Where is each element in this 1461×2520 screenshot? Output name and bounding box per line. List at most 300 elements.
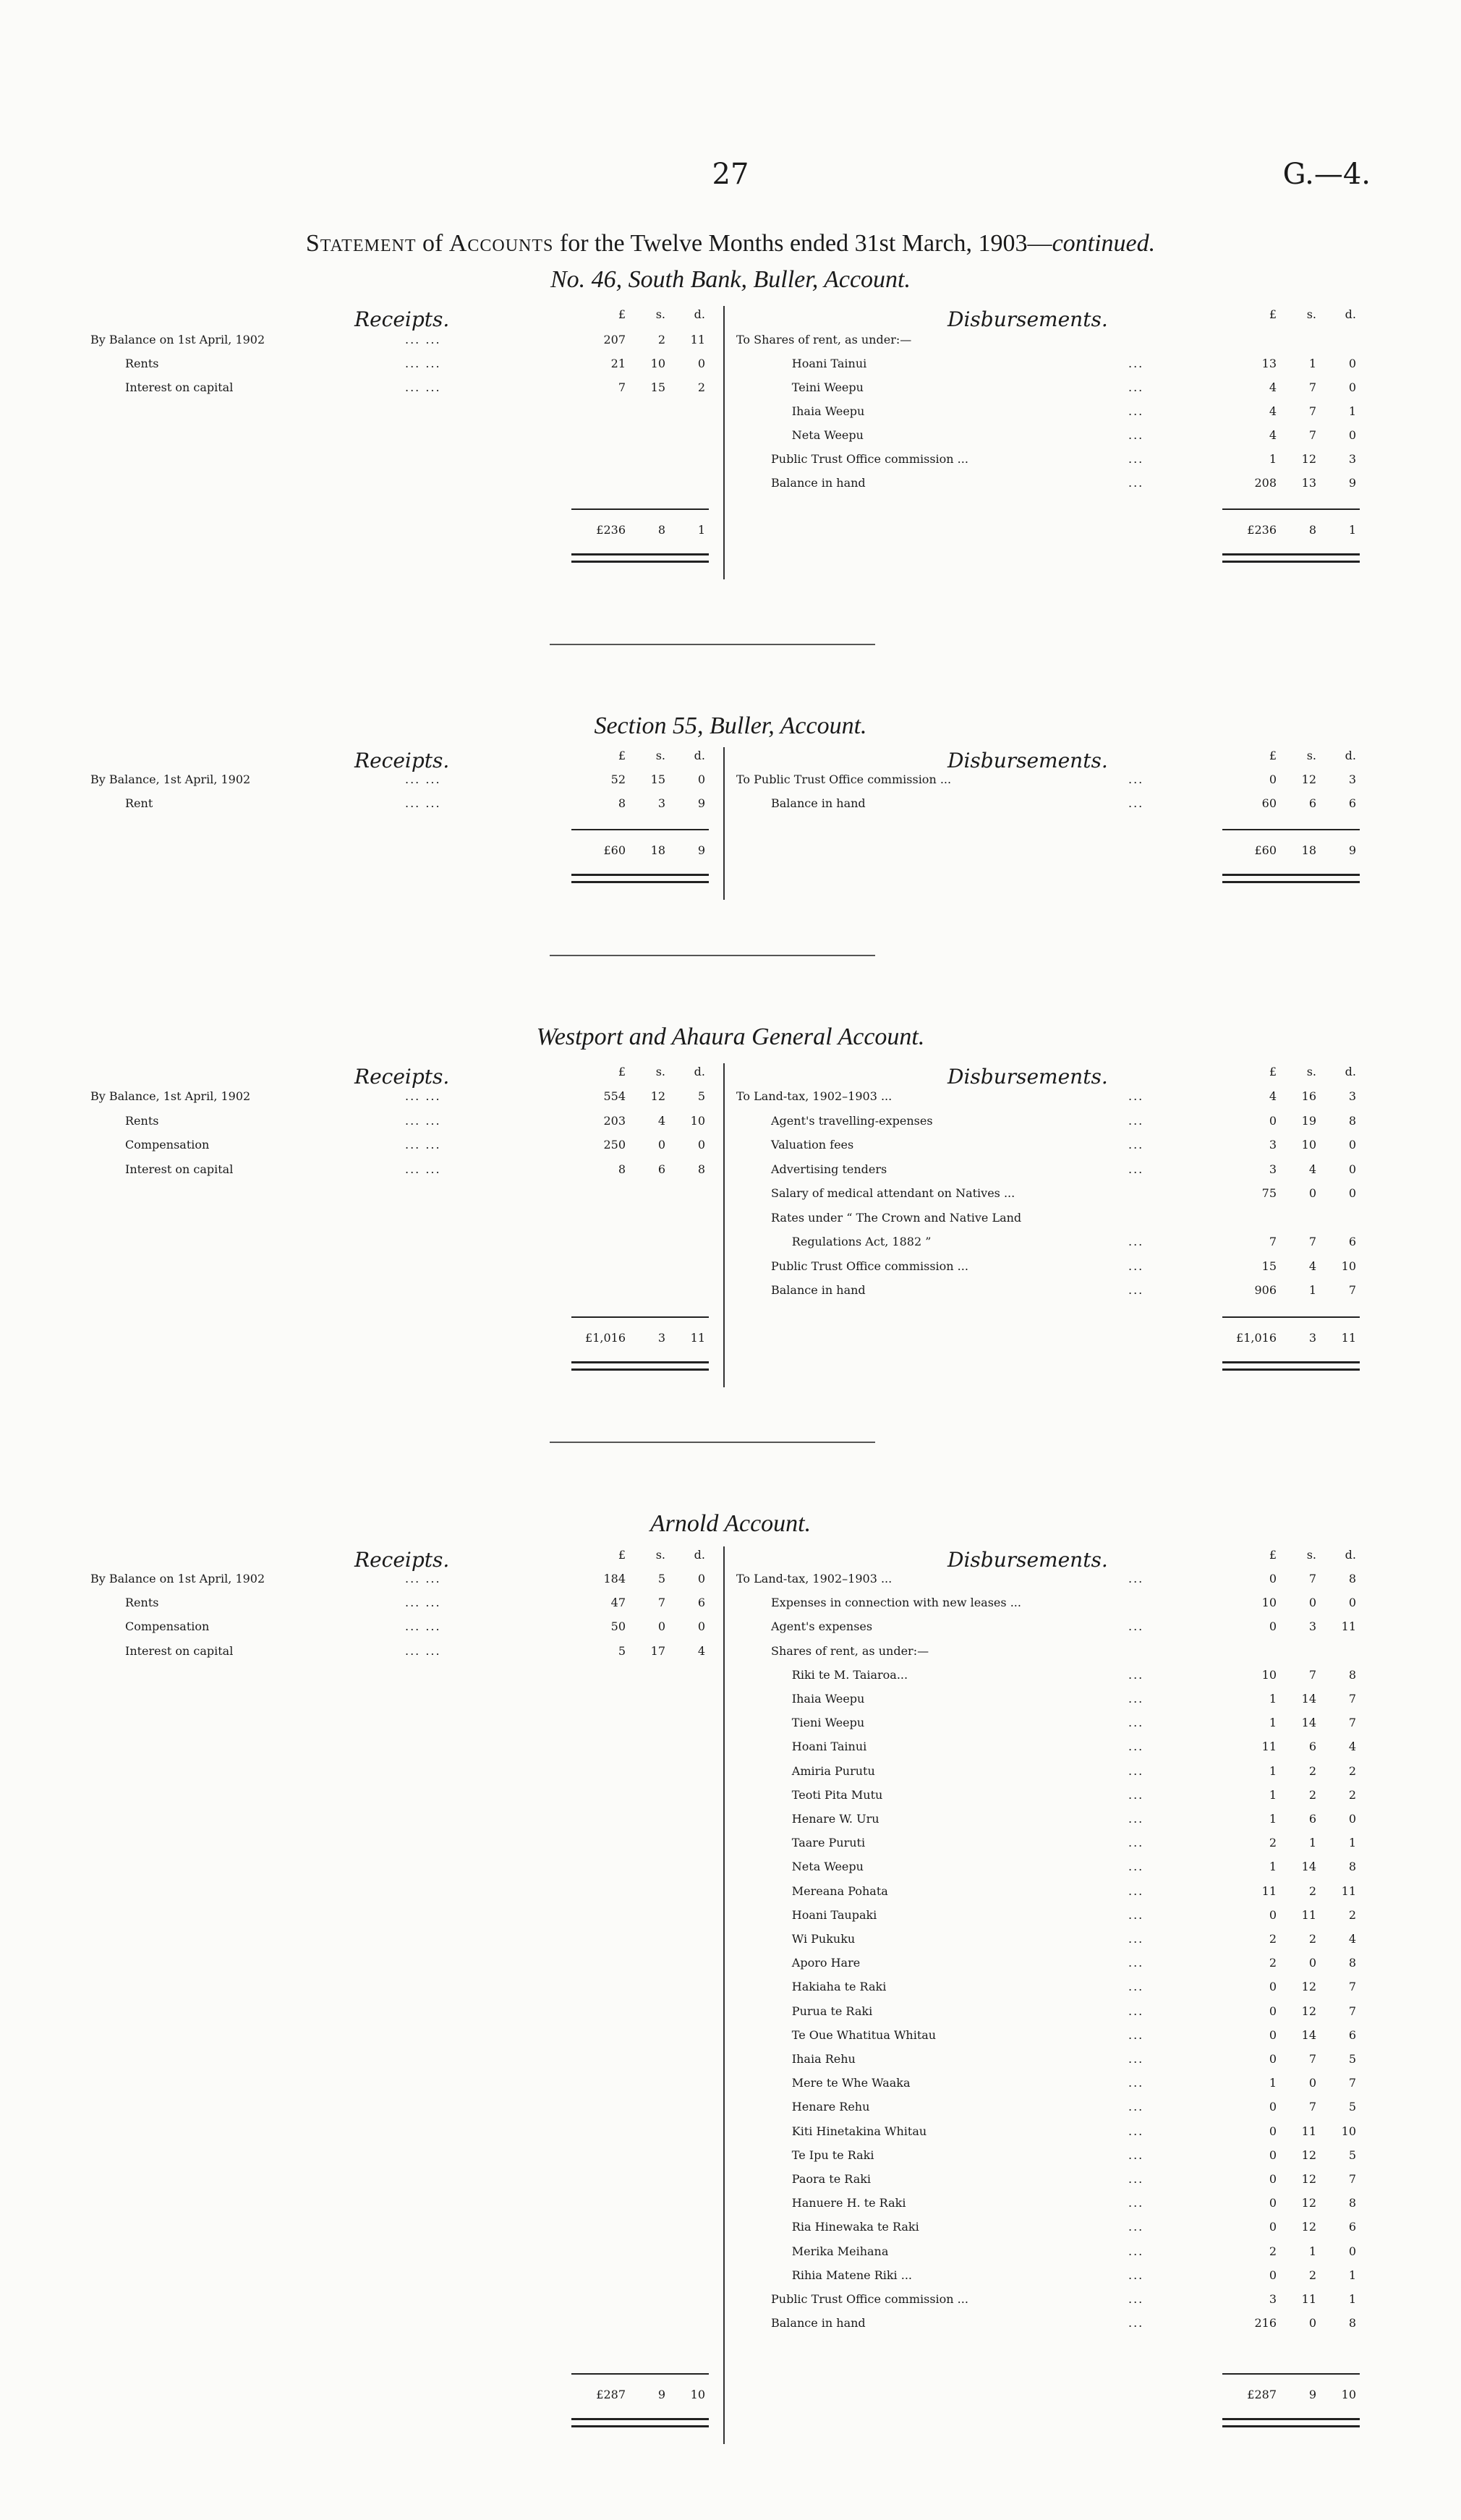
disbursement-amount [1208, 1596, 1360, 1609]
leader-dots: ... [1128, 1740, 1144, 1754]
disbursement-label: Ria Hinewaka te Raki [791, 2220, 919, 2234]
pence-value: 0 [1348, 1162, 1356, 1176]
disbursement-amount [1208, 1980, 1360, 1993]
receipt-amount [557, 1596, 709, 1609]
shillings-value: 7 [657, 1596, 665, 1610]
pounds-value: £ [1269, 1548, 1277, 1562]
disbursement-label: Ihaia Weepu [791, 404, 865, 418]
pounds-value: £236 [1247, 523, 1277, 537]
account-title: Arnold Account. [649, 1510, 812, 1537]
leader-dots: ... [1128, 1883, 1144, 1898]
disbursement-amount [1208, 404, 1360, 418]
shillings-value: s. [1306, 749, 1316, 762]
pounds-value: £287 [596, 2387, 626, 2401]
title-continued: continued. [1052, 230, 1156, 257]
leader-dots: ... ... [405, 1596, 441, 1610]
leader-dots: ... [1128, 1283, 1144, 1297]
disbursement-label: Balance in hand [771, 476, 866, 490]
leader-dots: ... [1128, 1089, 1144, 1103]
pence-value: 3 [1348, 1089, 1356, 1103]
pence-value: 8 [1348, 2316, 1356, 2330]
of-word: of [422, 230, 443, 257]
pounds-value: £236 [596, 523, 626, 537]
disbursement-amount [1208, 796, 1360, 810]
statement-title [0, 230, 1461, 257]
leader-dots: ... [1128, 2076, 1144, 2090]
pence-value: 11 [690, 1330, 705, 1345]
pence-value: 11 [1341, 1330, 1356, 1345]
pounds-value: 0 [1269, 2220, 1277, 2234]
receipt-label: Rent [125, 796, 153, 810]
pence-value: 11 [690, 333, 705, 346]
disbursement-label: Shares of rent, as under:— [771, 1643, 929, 1658]
shillings-value: 14 [1301, 1860, 1316, 1874]
pounds-value: 0 [1269, 1980, 1277, 1994]
shillings-value: 9 [1308, 2387, 1316, 2401]
shillings-value: s. [655, 1065, 665, 1078]
pence-value: 10 [690, 1113, 705, 1128]
receipts-heading: Receipts. [354, 1065, 450, 1089]
pence-value: 0 [697, 1138, 705, 1152]
pence-value: 0 [1348, 1596, 1356, 1610]
disbursement-label: Merika Meihana [791, 2244, 889, 2258]
leader-dots: ... ... [405, 1572, 441, 1585]
leader-dots: ... [1128, 476, 1144, 490]
pence-value: 0 [697, 1619, 705, 1634]
shillings-value: 2 [1308, 1932, 1316, 1946]
pence-value: d. [694, 1065, 705, 1078]
pence-value: 0 [1348, 428, 1356, 442]
disbursements-total-double-rule [1222, 553, 1360, 563]
shillings-value: s. [1306, 1548, 1316, 1562]
receipt-amount [557, 1089, 709, 1103]
leader-dots: ... [1128, 2147, 1144, 2162]
pence-value: 8 [1348, 1956, 1356, 1970]
disbursement-label: Agent's expenses [771, 1619, 873, 1634]
pounds-value: 10 [1261, 1596, 1277, 1610]
receipts-total [557, 2388, 709, 2401]
pounds-value: 0 [1269, 1907, 1277, 1922]
shillings-value: 0 [657, 1138, 665, 1152]
pounds-value: 21 [610, 357, 626, 370]
shillings-value: 18 [650, 843, 665, 857]
receipts-currency-header [557, 307, 709, 321]
pounds-value: 1 [1269, 1812, 1277, 1826]
pounds-value: 0 [1269, 2196, 1277, 2210]
leader-dots: ... [1128, 1907, 1144, 1922]
receipt-label: Interest on capital [125, 380, 234, 394]
shillings-value: 6 [1308, 1740, 1316, 1754]
disbursements-heading: Disbursements. [947, 1548, 1108, 1572]
receipts-currency-header [557, 1548, 709, 1562]
pence-value: 0 [1348, 1138, 1356, 1152]
pounds-value: 47 [610, 1596, 626, 1610]
pounds-value: 7 [618, 380, 626, 394]
leader-dots: ... ... [405, 772, 441, 786]
disbursement-label: Mereana Pohata [791, 1883, 888, 1898]
shillings-value: 12 [1301, 772, 1316, 786]
leader-dots: ... ... [405, 1619, 441, 1634]
shillings-value: 2 [1308, 1883, 1316, 1898]
leader-dots: ... ... [405, 333, 441, 346]
leader-dots: ... [1128, 1113, 1144, 1128]
disbursement-amount [1208, 1812, 1360, 1826]
pence-value: d. [1345, 307, 1356, 321]
disbursement-amount [1208, 2028, 1360, 2042]
shillings-value: 7 [1308, 1667, 1316, 1682]
pounds-value: 0 [1269, 2124, 1277, 2138]
disbursement-amount [1208, 2052, 1360, 2066]
shillings-value: 7 [1308, 2052, 1316, 2066]
pounds-value: 4 [1269, 428, 1277, 442]
disbursement-amount [1208, 452, 1360, 466]
shillings-value: 0 [1308, 1186, 1316, 1200]
title-rest: for the Twelve Months ended 31st March, 1903— [559, 230, 1052, 257]
shillings-value: 13 [1301, 476, 1316, 490]
disbursement-label: Teoti Pita Mutu [791, 1787, 883, 1802]
pounds-value: 1 [1269, 452, 1277, 466]
leader-dots: ... [1128, 2244, 1144, 2258]
shillings-value: s. [655, 307, 665, 321]
disbursement-amount [1208, 1740, 1360, 1753]
shillings-value: 14 [1301, 1692, 1316, 1706]
leader-dots: ... [1128, 2004, 1144, 2018]
disbursement-label: Rates under “ The Crown and Native Land [771, 1210, 1022, 1225]
pence-value: 4 [1348, 1740, 1356, 1754]
disbursement-amount [1208, 1259, 1360, 1273]
receipt-amount [557, 1114, 709, 1128]
pence-value: 5 [1348, 2100, 1356, 2114]
receipt-amount [557, 772, 709, 786]
receipt-label: Rents [125, 357, 159, 370]
pounds-value: 5 [618, 1643, 626, 1658]
column-divider [723, 306, 725, 579]
pounds-value: 4 [1269, 380, 1277, 394]
leader-dots: ... [1128, 1763, 1144, 1778]
shillings-value: 4 [1308, 1162, 1316, 1176]
leader-dots: ... [1128, 1836, 1144, 1850]
pence-value: 8 [1348, 1113, 1356, 1128]
shillings-value: 7 [1308, 1235, 1316, 1248]
receipt-label: By Balance, 1st April, 1902 [90, 1089, 251, 1103]
pounds-value: £ [1269, 1065, 1277, 1078]
pounds-value: £287 [1247, 2387, 1277, 2401]
pounds-value: 60 [1261, 796, 1277, 810]
disbursement-label: Neta Weepu [791, 1860, 864, 1874]
receipt-amount [557, 796, 709, 810]
pence-value: 1 [1348, 1836, 1356, 1850]
pounds-value: 906 [1254, 1283, 1277, 1297]
leader-dots: ... [1128, 1162, 1144, 1176]
shillings-value: 11 [1301, 2292, 1316, 2306]
shillings-value: 1 [1308, 2244, 1316, 2258]
shillings-value: 10 [1301, 1138, 1316, 1152]
disbursement-label: Taare Puruti [791, 1836, 866, 1850]
disbursement-label: Ihaia Rehu [791, 2052, 856, 2066]
pounds-value: 3 [1269, 1138, 1277, 1152]
pence-value: 8 [1348, 1860, 1356, 1874]
leader-dots: ... [1128, 1860, 1144, 1874]
disbursement-amount [1208, 2148, 1360, 2162]
leader-dots: ... [1128, 404, 1144, 418]
pence-value: 7 [1348, 2004, 1356, 2018]
disbursement-label: Valuation fees [771, 1138, 854, 1152]
receipts-total-double-rule [571, 1361, 709, 1371]
shillings-value: 4 [1308, 1259, 1316, 1273]
shillings-value: 6 [1308, 796, 1316, 810]
shillings-value: 2 [657, 333, 665, 346]
pence-value: 6 [697, 1596, 705, 1610]
leader-dots: ... [1128, 1235, 1144, 1248]
disbursement-label: Balance in hand [771, 1283, 866, 1297]
disbursement-label: To Land-tax, 1902–1903 ... [736, 1089, 893, 1103]
disbursements-sum-rule [1222, 2373, 1360, 2375]
receipt-amount [557, 1619, 709, 1633]
pence-value: 1 [1348, 2292, 1356, 2306]
leader-dots: ... ... [405, 796, 441, 810]
disbursement-label: Public Trust Office commission ... [771, 452, 968, 466]
disbursements-total [1208, 2388, 1360, 2401]
pounds-value: 0 [1269, 2147, 1277, 2162]
statement-word: Statement [305, 230, 417, 257]
disbursement-amount [1208, 1764, 1360, 1778]
pence-value: 0 [697, 1572, 705, 1585]
shillings-value: 7 [1308, 404, 1316, 418]
disbursement-amount [1208, 1114, 1360, 1128]
leader-dots: ... [1128, 2220, 1144, 2234]
pounds-value: 0 [1269, 2100, 1277, 2114]
disbursement-amount [1208, 1788, 1360, 1802]
shillings-value: 17 [650, 1643, 665, 1658]
receipt-label: Rents [125, 1113, 159, 1128]
shillings-value: 5 [657, 1572, 665, 1585]
disbursement-amount [1208, 1619, 1360, 1633]
pounds-value: 203 [603, 1113, 626, 1128]
leader-dots: ... [1128, 2052, 1144, 2066]
column-divider [723, 747, 725, 900]
pounds-value: 8 [618, 796, 626, 810]
pounds-value: 11 [1261, 1740, 1277, 1754]
leader-dots: ... ... [405, 1162, 441, 1176]
disbursement-amount [1208, 1884, 1360, 1898]
disbursement-label: Neta Weepu [791, 428, 864, 442]
shillings-value: 15 [650, 772, 665, 786]
disbursement-label: To Public Trust Office commission ... [736, 772, 952, 786]
receipts-heading: Receipts. [354, 307, 450, 331]
pounds-value: 0 [1269, 2004, 1277, 2018]
disbursement-amount [1208, 2220, 1360, 2234]
section-separator [550, 644, 875, 645]
shillings-value: 1 [1308, 1283, 1316, 1297]
disbursement-label: Wi Pukuku [791, 1932, 856, 1946]
shillings-value: 2 [1308, 1787, 1316, 1802]
shillings-value: s. [1306, 307, 1316, 321]
receipts-heading: Receipts. [354, 749, 450, 772]
pounds-value: £1,016 [1236, 1330, 1277, 1345]
shillings-value: 7 [1308, 2100, 1316, 2114]
shillings-value: 0 [1308, 2316, 1316, 2330]
disbursement-amount [1208, 1138, 1360, 1152]
receipts-sum-rule [571, 1316, 709, 1318]
disbursement-label: To Land-tax, 1902–1903 ... [736, 1572, 893, 1585]
leader-dots: ... ... [405, 1643, 441, 1658]
disbursement-amount [1208, 2268, 1360, 2282]
shillings-value: 10 [650, 357, 665, 370]
disbursements-total-double-rule [1222, 1361, 1360, 1371]
pounds-value: £ [618, 1065, 626, 1078]
pence-value: 0 [1348, 357, 1356, 370]
disbursements-total [1208, 1331, 1360, 1345]
disbursement-label: Purua te Raki [791, 2004, 873, 2018]
receipts-total [557, 843, 709, 857]
shillings-value: 12 [1301, 2004, 1316, 2018]
pounds-value: 11 [1261, 1883, 1277, 1898]
accounts-word: Accounts [448, 230, 554, 257]
shillings-value: 12 [1301, 2220, 1316, 2234]
disbursement-amount [1208, 428, 1360, 442]
leader-dots: ... ... [405, 380, 441, 394]
pence-value: 8 [1348, 1572, 1356, 1585]
disbursement-label: Public Trust Office commission ... [771, 1259, 968, 1273]
disbursement-label: Regulations Act, 1882 ” [791, 1235, 932, 1248]
shillings-value: 12 [1301, 2172, 1316, 2186]
disbursement-label: Hakiaha te Raki [791, 1980, 887, 1994]
pence-value: 7 [1348, 2076, 1356, 2090]
disbursements-sum-rule [1222, 508, 1360, 510]
disbursement-label: Riki te M. Taiaroa... [791, 1667, 908, 1682]
pence-value: 5 [1348, 2147, 1356, 2162]
pence-value: 11 [1341, 1883, 1356, 1898]
shillings-value: 16 [1301, 1089, 1316, 1103]
shillings-value: 7 [1308, 1572, 1316, 1585]
pounds-value: £60 [603, 843, 626, 857]
pounds-value: 75 [1261, 1186, 1277, 1200]
pounds-value: 2 [1269, 2244, 1277, 2258]
disbursement-amount [1208, 2076, 1360, 2090]
pence-value: 2 [1348, 1763, 1356, 1778]
pence-value: 8 [1348, 2196, 1356, 2210]
pence-value: 9 [697, 796, 705, 810]
leader-dots: ... [1128, 1812, 1144, 1826]
pounds-value: 4 [1269, 1089, 1277, 1103]
disbursements-sum-rule [1222, 829, 1360, 830]
pounds-value: 10 [1261, 1667, 1277, 1682]
receipt-amount [557, 1162, 709, 1176]
disbursement-label: Public Trust Office commission ... [771, 2292, 968, 2306]
leader-dots: ... [1128, 1932, 1144, 1946]
pounds-value: 0 [1269, 772, 1277, 786]
leader-dots: ... [1128, 452, 1144, 466]
pence-value: 9 [1348, 476, 1356, 490]
leader-dots: ... [1128, 1259, 1144, 1273]
pounds-value: £ [618, 307, 626, 321]
disbursement-amount [1208, 1186, 1360, 1200]
pounds-value: 1 [1269, 1860, 1277, 1874]
pence-value: 3 [1348, 452, 1356, 466]
leader-dots: ... [1128, 2316, 1144, 2330]
leader-dots: ... [1128, 796, 1144, 810]
pence-value: 4 [1348, 1932, 1356, 1946]
disbursement-amount [1208, 1716, 1360, 1729]
pounds-value: £ [618, 749, 626, 762]
pence-value: d. [694, 1548, 705, 1562]
disbursement-label: Paora te Raki [791, 2172, 872, 2186]
account-title: Section 55, Buller, Account. [594, 712, 867, 739]
pounds-value: 1 [1269, 2076, 1277, 2090]
pounds-value: £1,016 [585, 1330, 626, 1345]
pence-value: d. [694, 749, 705, 762]
shillings-value: 2 [1308, 1763, 1316, 1778]
pounds-value: 1 [1269, 1716, 1277, 1730]
disbursements-total [1208, 843, 1360, 857]
shillings-value: s. [655, 749, 665, 762]
pence-value: 0 [1348, 1812, 1356, 1826]
pence-value: 1 [1348, 404, 1356, 418]
pence-value: 11 [1341, 1619, 1356, 1634]
leader-dots: ... [1128, 1956, 1144, 1970]
disbursements-sum-rule [1222, 1316, 1360, 1318]
pounds-value: 8 [618, 1162, 626, 1176]
leader-dots: ... [1128, 1980, 1144, 1994]
pounds-value: 0 [1269, 2172, 1277, 2186]
pence-value: 10 [1341, 2124, 1356, 2138]
pence-value: 1 [697, 523, 705, 537]
leader-dots: ... [1128, 1692, 1144, 1706]
disbursement-amount [1208, 1089, 1360, 1103]
disbursements-currency-header [1208, 1548, 1360, 1562]
pence-value: 6 [1348, 2027, 1356, 2042]
shillings-value: 4 [657, 1113, 665, 1128]
receipt-label: Interest on capital [125, 1162, 234, 1176]
pounds-value: 0 [1269, 1619, 1277, 1634]
pounds-value: 2 [1269, 1836, 1277, 1850]
shillings-value: 6 [1308, 1812, 1316, 1826]
disbursement-label: Teini Weepu [791, 380, 864, 394]
disbursement-amount [1208, 2316, 1360, 2330]
pounds-value: £ [618, 1548, 626, 1562]
pence-value: 6 [1348, 2220, 1356, 2234]
pounds-value: 216 [1254, 2316, 1277, 2330]
pounds-value: 52 [610, 772, 626, 786]
shillings-value: 15 [650, 380, 665, 394]
receipt-label: Compensation [125, 1138, 210, 1152]
receipt-label: By Balance on 1st April, 1902 [90, 1572, 265, 1585]
shillings-value: 8 [1308, 523, 1316, 537]
receipt-amount [557, 380, 709, 394]
account-title: No. 46, South Bank, Buller, Account. [550, 266, 911, 293]
disbursement-amount [1208, 1235, 1360, 1248]
pence-value: 4 [697, 1643, 705, 1658]
shillings-value: 9 [657, 2387, 665, 2401]
disbursement-amount [1208, 1283, 1360, 1297]
leader-dots: ... ... [405, 1113, 441, 1128]
disbursement-amount [1208, 1692, 1360, 1706]
pence-value: 0 [1348, 380, 1356, 394]
receipt-amount [557, 333, 709, 346]
pence-value: 5 [1348, 2052, 1356, 2066]
shillings-value: 0 [657, 1619, 665, 1634]
shillings-value: 2 [1308, 2268, 1316, 2282]
leader-dots: ... [1128, 772, 1144, 786]
pounds-value: 1 [1269, 1692, 1277, 1706]
disbursement-label: Tieni Weepu [791, 1716, 865, 1730]
page-number: 27 [712, 158, 749, 191]
pounds-value: 3 [1269, 2292, 1277, 2306]
receipts-sum-rule [571, 829, 709, 830]
pence-value: 0 [1348, 1186, 1356, 1200]
shillings-value: 12 [1301, 2196, 1316, 2210]
receipts-total [557, 1331, 709, 1345]
